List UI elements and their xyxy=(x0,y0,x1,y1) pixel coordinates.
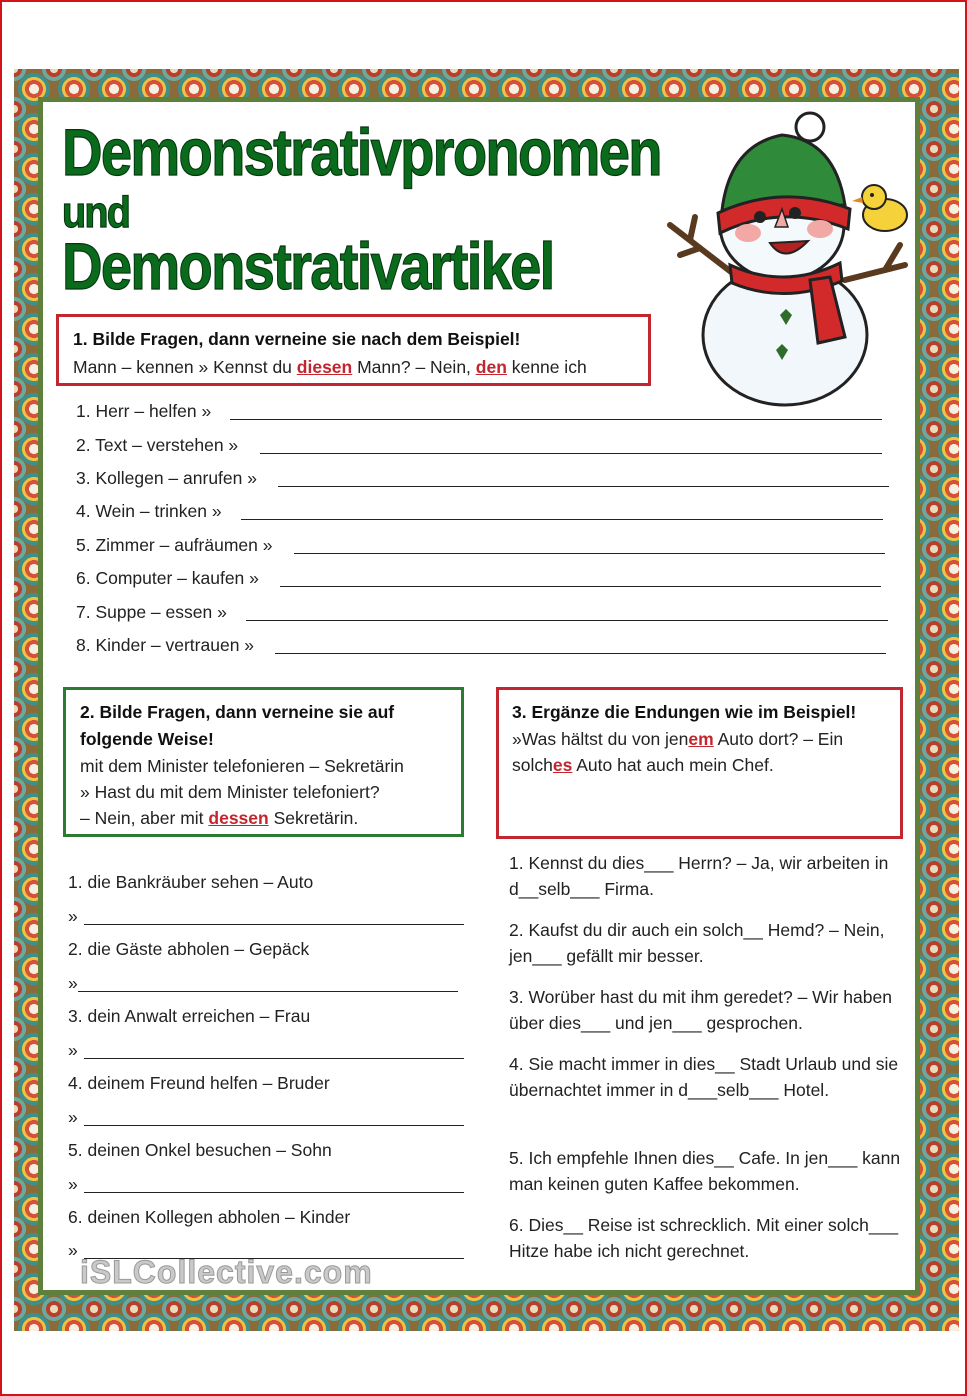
example-text: Mann? – Nein, xyxy=(352,357,476,377)
exercise3-item: 5. Ich empfehle Ihnen dies__ Cafe. In jen___ kann man keinen guten Kaffee bekommen. xyxy=(509,1148,901,1194)
exercise1-item: 1. Herr – helfen » xyxy=(76,401,212,421)
answer-line[interactable] xyxy=(84,1058,464,1059)
exercise2-example-line-3 xyxy=(80,805,453,831)
exercise1-item: 8. Kinder – vertrauen » xyxy=(76,635,255,655)
answer-line[interactable] xyxy=(84,1125,464,1126)
snowman-illustration xyxy=(660,105,920,415)
example-text: Auto dort? – Ein solch xyxy=(512,729,844,775)
example-text: Auto hat auch mein Chef. xyxy=(572,755,774,775)
answer-line[interactable] xyxy=(260,453,882,454)
exercise3-item: 3. Worüber hast du mit ihm geredet? – Wir haben über dies___ und jen___ gesprochen. xyxy=(509,987,892,1033)
exercise1-item: 2. Text – verstehen » xyxy=(76,435,239,455)
exercise1-example xyxy=(73,354,648,380)
answer-arrow: » xyxy=(68,1240,78,1260)
exercise2-item: 1. die Bankräuber sehen – Auto xyxy=(68,872,314,892)
exercise3-heading: 3. Ergänze die Endungen wie im Beispiel! xyxy=(512,702,857,722)
exercise3-example xyxy=(512,726,890,778)
title-line-2: und xyxy=(62,188,130,237)
answer-line[interactable] xyxy=(230,419,882,420)
exercise1-item: 7. Suppe – essen » xyxy=(76,602,227,622)
title-line-3: Demonstrativartikel xyxy=(62,229,554,303)
exercise2-item: 3. dein Anwalt erreichen – Frau xyxy=(68,1006,311,1026)
exercise2-item: 6. deinen Kollegen abholen – Kinder xyxy=(68,1207,351,1227)
exercise2-instruction-box xyxy=(63,687,464,837)
exercise2-item: 5. deinen Onkel besuchen – Sohn xyxy=(68,1140,332,1160)
exercise1-instruction-box xyxy=(56,314,651,386)
answer-line[interactable] xyxy=(294,553,885,554)
exercise1-item: 6. Computer – kaufen » xyxy=(76,568,259,588)
exercise2-item: 2. die Gäste abholen – Gepäck xyxy=(68,939,310,959)
exercise3-item: 2. Kaufst du dir auch ein solch__ Hemd? – Nein, jen___ gefällt mir besser. xyxy=(509,920,885,966)
watermark-logo: iSLCollective.com xyxy=(80,1254,373,1290)
example-highlight: dessen xyxy=(208,808,269,828)
example-text: kenne ich xyxy=(506,357,587,377)
answer-line[interactable] xyxy=(275,653,886,654)
exercise3-item: 1. Kennst du dies___ Herrn? – Ja, wir arbeiten in d__selb___ Firma. xyxy=(509,853,889,899)
answer-line[interactable] xyxy=(78,991,458,992)
answer-line[interactable] xyxy=(246,620,888,621)
answer-arrow: » xyxy=(68,906,78,926)
answer-arrow: » xyxy=(68,1174,78,1194)
answer-line[interactable] xyxy=(84,924,464,925)
answer-line[interactable] xyxy=(84,1192,464,1193)
example-text: Sekretärin. xyxy=(268,808,359,828)
example-highlight-1: em xyxy=(688,729,714,749)
exercise1-heading: 1. Bilde Fragen, dann verneine sie nach dem Beispiel! xyxy=(73,329,521,349)
answer-line[interactable] xyxy=(241,519,883,520)
answer-arrow: » xyxy=(68,1107,78,1127)
exercise2-example-line-2: » Hast du mit dem Minister telefoniert? xyxy=(80,782,380,802)
example-highlight-1: diesen xyxy=(296,357,353,377)
example-highlight-2: den xyxy=(475,357,507,377)
example-text: Mann – kennen » Kennst du xyxy=(73,357,297,377)
exercise3-item: 6. Dies__ Reise ist schrecklich. Mit einer solch___ Hitze habe ich nicht gerechnet. xyxy=(509,1215,899,1261)
exercise2-heading: 2. Bilde Fragen, dann verneine sie auf folgende Weise! xyxy=(80,702,395,749)
exercise1-item: 3. Kollegen – anrufen » xyxy=(76,468,257,488)
exercise1-item: 5. Zimmer – aufräumen » xyxy=(76,535,273,555)
exercise2-example-line-1: mit dem Minister telefonieren – Sekretärin xyxy=(80,756,404,776)
answer-line[interactable] xyxy=(278,486,889,487)
answer-line[interactable] xyxy=(280,586,881,587)
example-highlight-2: es xyxy=(552,755,573,775)
exercise3-item: 4. Sie macht immer in dies__ Stadt Urlaub und sie übernachtet immer in d___selb___ Hotel. xyxy=(509,1054,899,1100)
exercise3-instruction-box xyxy=(496,687,903,839)
exercise1-item: 4. Wein – trinken » xyxy=(76,501,222,521)
answer-arrow: » xyxy=(68,973,78,993)
answer-arrow: » xyxy=(68,1040,78,1060)
exercise2-item: 4. deinem Freund helfen – Bruder xyxy=(68,1073,330,1093)
example-text: – Nein, aber mit xyxy=(80,808,209,828)
example-text: »Was hältst du von jen xyxy=(512,729,689,749)
title-line-1: Demonstrativpronomen xyxy=(62,115,661,189)
